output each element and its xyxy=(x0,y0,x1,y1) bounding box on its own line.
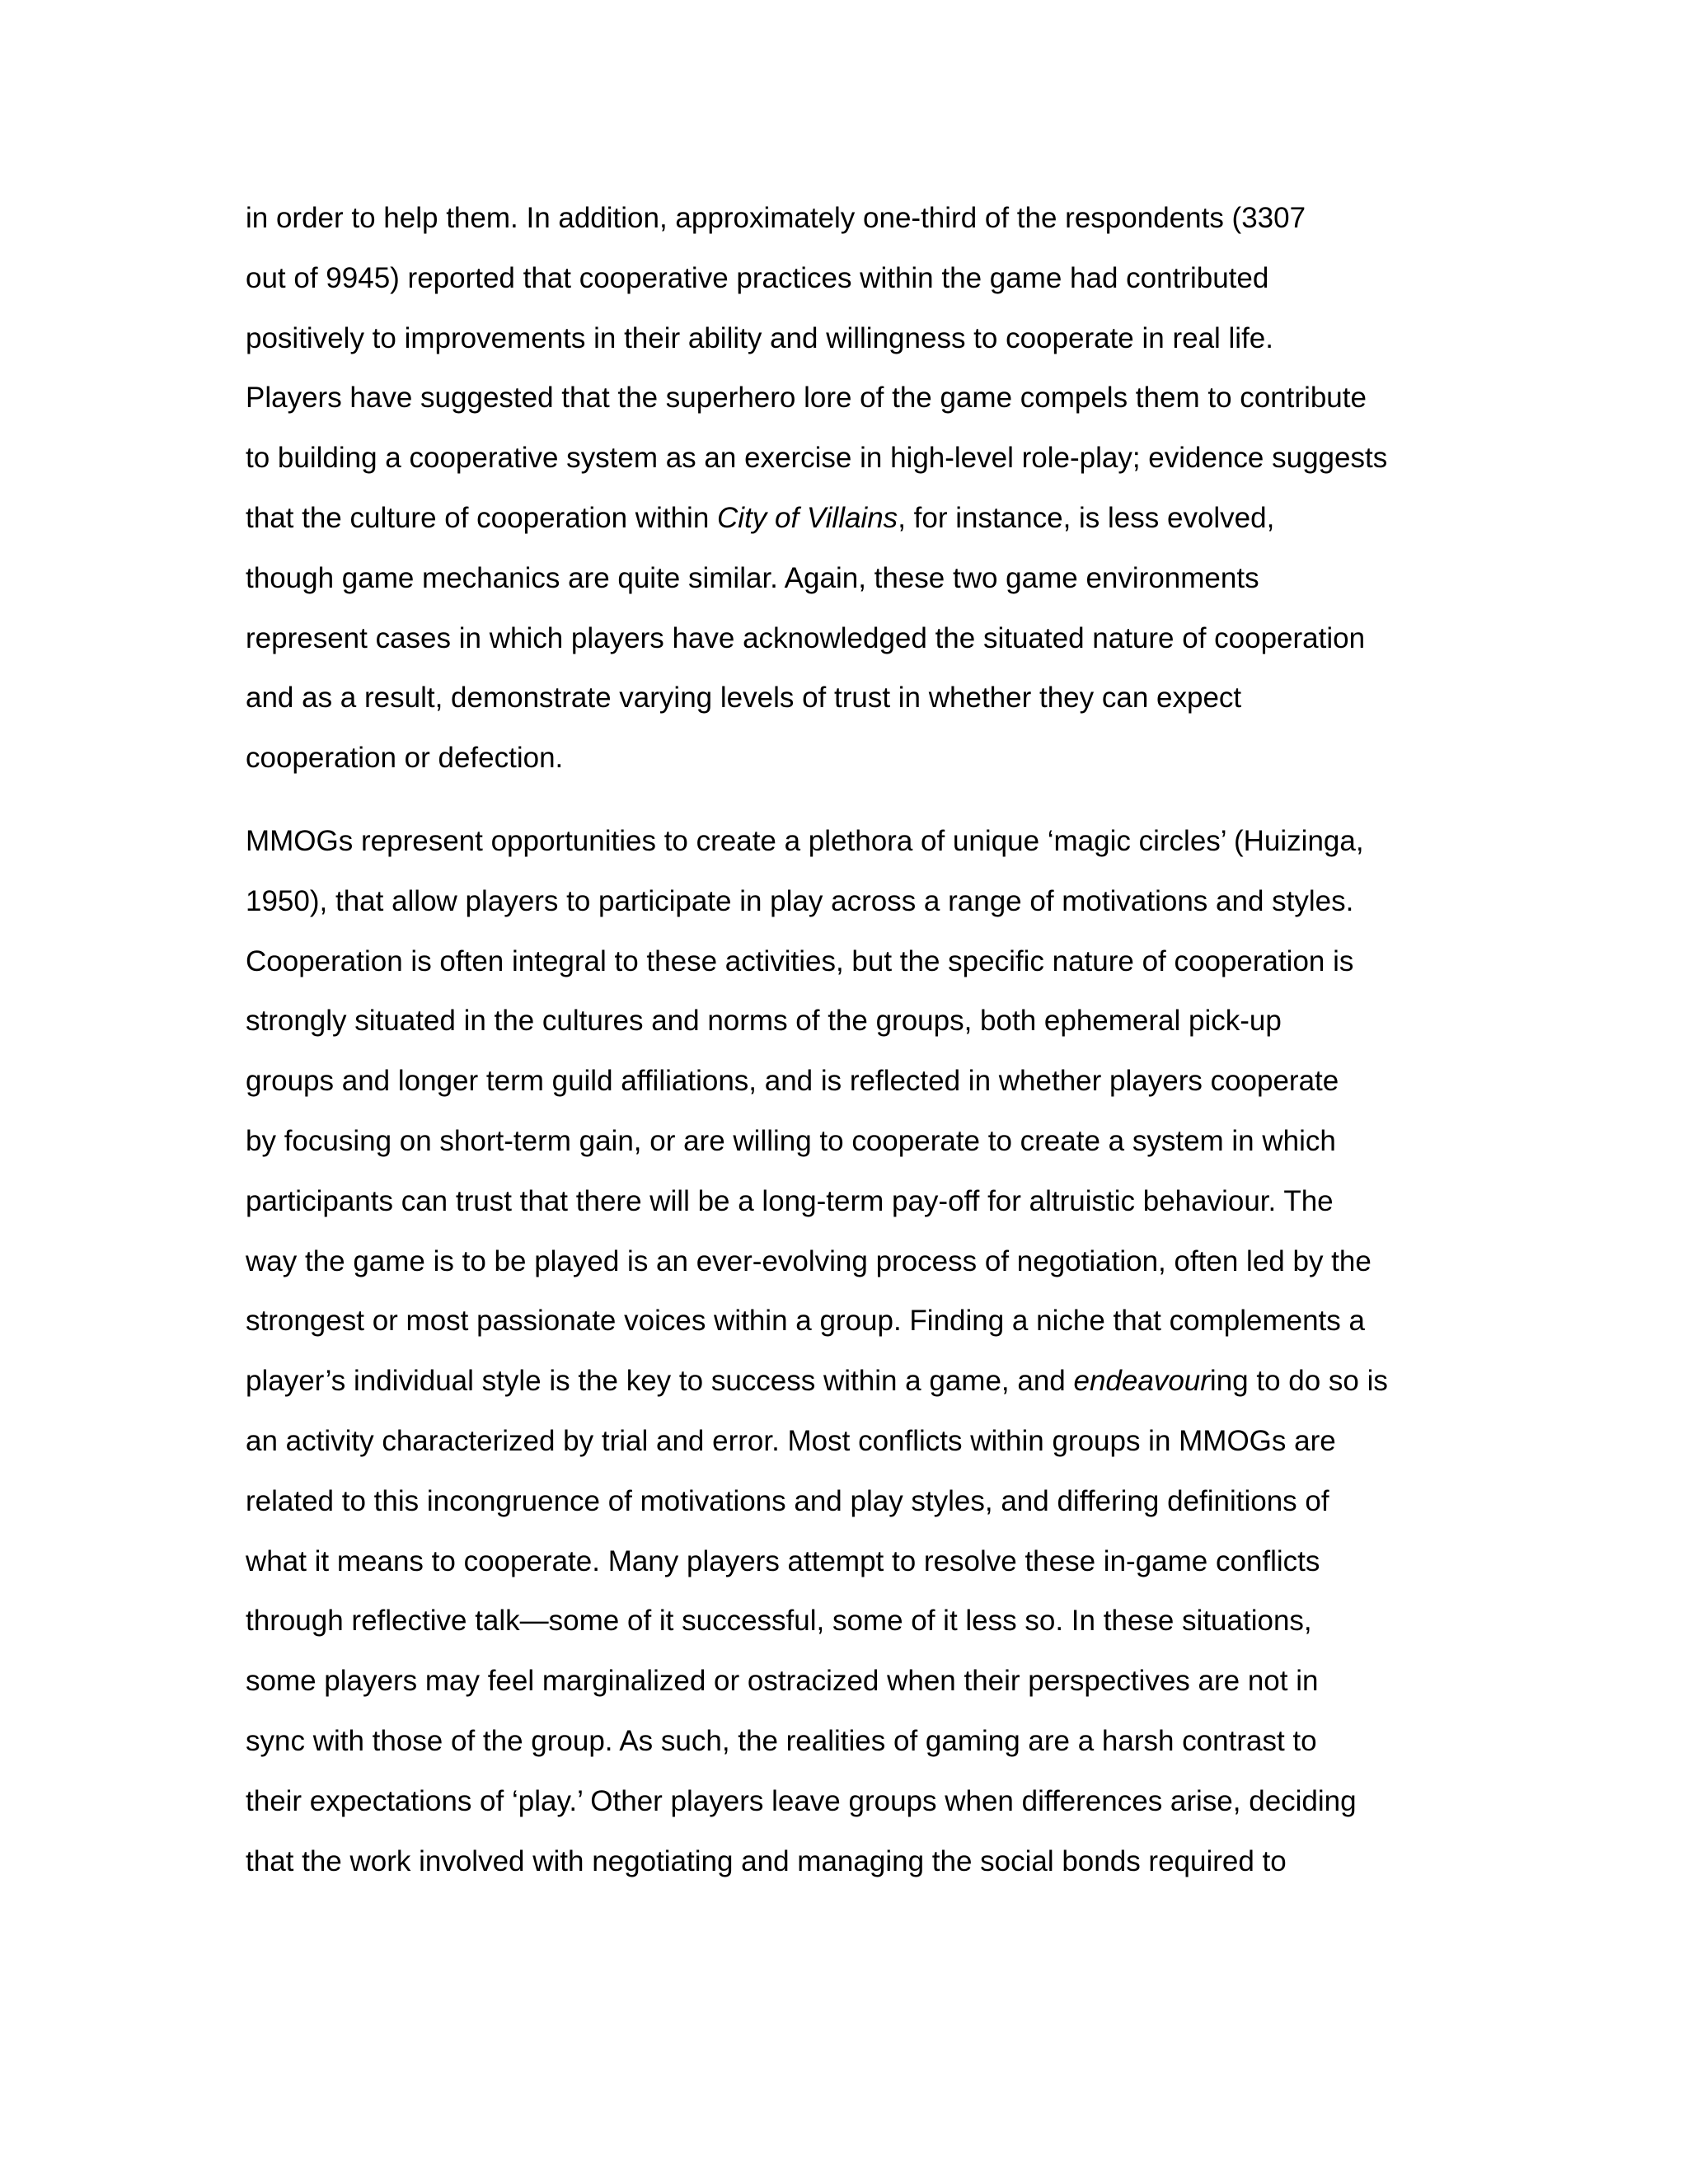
italic-word: endeavour xyxy=(1073,1365,1210,1398)
text-segment: player’s individual style is the key to success within a game, and xyxy=(246,1365,1074,1398)
text-line: Players have suggested that the superhero lore of the game compels them to contribute xyxy=(246,382,1367,415)
italic-title: City of Villains xyxy=(717,501,898,534)
text-line: 1950), that allow players to participate in play across a range of motivations and styles. xyxy=(246,884,1354,917)
text-line: by focusing on short-term gain, or are willing to cooperate to create a system in which xyxy=(246,1124,1336,1157)
text-line: represent cases in which players have acknowledged the situated nature of cooperation xyxy=(246,621,1366,654)
text-line: that the work involved with negotiating and managing the social bonds required to xyxy=(246,1844,1287,1877)
text-line: strongly situated in the cultures and norms of the groups, both ephemeral pick-up xyxy=(246,1005,1282,1038)
text-segment: that the culture of cooperation within xyxy=(246,501,718,534)
text-line: MMOGs represent opportunities to create a plethora of unique ‘magic circles’ (Huizinga, xyxy=(246,825,1364,857)
text-line xyxy=(246,1352,1449,1412)
text-line: what it means to cooperate. Many players attempt to resolve these in-game conflicts xyxy=(246,1544,1320,1577)
text-line: an activity characterized by trial and error. Most conflicts within groups in MMOGs are xyxy=(246,1424,1336,1457)
text-line: some players may feel marginalized or ostracized when their perspectives are not in xyxy=(246,1665,1319,1698)
text-line: groups and longer term guild affiliations, and is reflected in whether players cooperate xyxy=(246,1065,1339,1098)
text-line: though game mechanics are quite similar. Again, these two game environments xyxy=(246,561,1259,594)
paragraph-1 xyxy=(246,189,1449,789)
text-line: in order to help them. In addition, approximately one-third of the respondents (3307 xyxy=(246,202,1306,234)
text-line: and as a result, demonstrate varying levels of trust in whether they can expect xyxy=(246,682,1242,715)
text-segment: , for instance, is less evolved, xyxy=(898,501,1275,534)
text-line: related to this incongruence of motivations and play styles, and differing definitions of xyxy=(246,1484,1329,1517)
text-line xyxy=(246,489,1449,549)
text-line: sync with those of the group. As such, the realities of gaming are a harsh contrast to xyxy=(246,1724,1317,1757)
text-line: positively to improvements in their ability and willingness to cooperate in real life. xyxy=(246,321,1273,354)
text-line: Cooperation is often integral to these activities, but the specific nature of cooperation is xyxy=(246,944,1354,977)
text-line: their expectations of ‘play.’ Other players leave groups when differences arise, deciding xyxy=(246,1784,1357,1817)
text-line: to building a cooperative system as an exercise in high-level role-play; evidence suggests xyxy=(246,442,1388,475)
text-line: participants can trust that there will be a long-term pay-off for altruistic behaviour. The xyxy=(246,1184,1334,1217)
text-line: through reflective talk—some of it successful, some of it less so. In these situations, xyxy=(246,1605,1312,1638)
text-line: strongest or most passionate voices within a group. Finding a niche that complements a xyxy=(246,1305,1365,1338)
text-line: way the game is to be played is an ever-evolving process of negotiation, often led by the xyxy=(246,1244,1372,1277)
text-segment: ing to do so is xyxy=(1209,1365,1388,1398)
text-line: cooperation or defection. xyxy=(246,742,564,775)
text-line: out of 9945) reported that cooperative practices within the game had contributed xyxy=(246,261,1269,294)
paragraph-2 xyxy=(246,812,1449,1891)
